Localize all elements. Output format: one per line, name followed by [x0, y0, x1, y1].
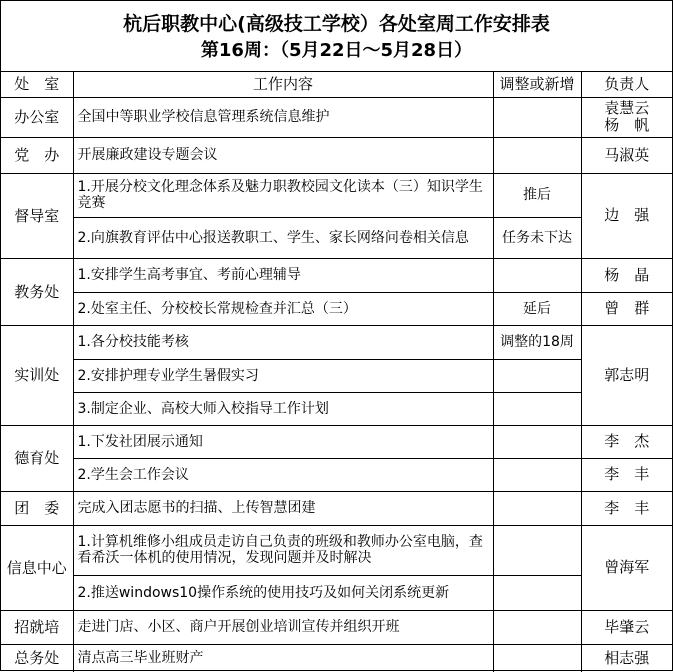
table-row: [1, 325, 672, 359]
responsible-cell: 曾海军: [581, 525, 672, 610]
task-cell: 全国中等职业学校信息管理系统信息维护: [73, 97, 493, 137]
task-cell: 1.各分校技能考核: [73, 325, 493, 359]
table-row: [1, 525, 672, 575]
adjust-cell: [493, 644, 581, 672]
table-row: [1, 137, 672, 173]
responsible-cell: [581, 97, 672, 137]
adjust-cell: [493, 610, 581, 644]
task-cell: 走进门店、小区、商户开展创业培训宣传并组织开班: [73, 610, 493, 644]
table-row: [1, 258, 672, 292]
dept-cell: 团 委: [1, 491, 73, 525]
dept-cell: 总务处: [1, 644, 73, 672]
header-dept: 处 室: [1, 72, 73, 97]
responsible-cell: 李 杰: [581, 425, 672, 458]
header-row: [1, 72, 672, 97]
adjust-cell: [493, 425, 581, 458]
adjust-cell: [493, 258, 581, 292]
header-responsible: 负责人: [581, 72, 672, 97]
task-cell: 1.开展分校文化理念体系及魅力职教校园文化读本（三）知识学生竞赛: [73, 173, 493, 217]
table-row: [1, 97, 672, 137]
responsible-cell: 李 丰: [581, 458, 672, 491]
table-row: [1, 575, 672, 610]
table-row: [1, 644, 672, 672]
responsible-name: 杨 帆: [604, 116, 650, 134]
responsible-name: 袁慧云: [604, 99, 650, 117]
dept-cell: 办公室: [1, 97, 73, 137]
adjust-cell: [493, 575, 581, 610]
responsible-cell: 李 丰: [581, 491, 672, 525]
adjust-cell: 调整的18周: [493, 325, 581, 359]
adjust-cell: [493, 491, 581, 525]
responsible-cell: 马淑英: [581, 137, 672, 173]
adjust-cell: 任务未下达: [493, 217, 581, 258]
adjust-cell: [493, 97, 581, 137]
adjust-cell: [493, 359, 581, 392]
table-row: [1, 173, 672, 217]
table-row: [1, 491, 672, 525]
task-cell: 清点高三毕业班财产: [73, 644, 493, 672]
task-cell: 2.向旗教育评估中心报送教职工、学生、家长网络问卷相关信息: [73, 217, 493, 258]
task-cell: 2.处室主任、分校校长常规检查并汇总（三）: [73, 292, 493, 325]
dept-cell: 信息中心: [1, 525, 73, 610]
task-cell: 3.制定企业、高校大师入校指导工作计划: [73, 392, 493, 425]
table-row: [1, 217, 672, 258]
adjust-cell: 延后: [493, 292, 581, 325]
task-cell: 1.下发社团展示通知: [73, 425, 493, 458]
task-cell: 1.安排学生高考事宜、考前心理辅导: [73, 258, 493, 292]
dept-cell: 实训处: [1, 325, 73, 425]
task-cell: 完成入团志愿书的扫描、上传智慧团建: [73, 491, 493, 525]
table-row: [1, 392, 672, 425]
task-cell: 开展廉政建设专题会议: [73, 137, 493, 173]
dept-cell: 教务处: [1, 258, 73, 325]
table-row: [1, 458, 672, 491]
dept-cell: 德育处: [1, 425, 73, 491]
responsible-cell: 毕肇云: [581, 610, 672, 644]
sheet-title: [1, 1, 672, 72]
schedule-table: [1, 72, 672, 672]
table-row: [1, 359, 672, 392]
responsible-cell: 边 强: [581, 173, 672, 258]
header-content: 工作内容: [73, 72, 493, 97]
task-cell: 2.学生会工作会议: [73, 458, 493, 491]
responsible-cell: 曾 群: [581, 292, 672, 325]
responsible-cell: 郭志明: [581, 325, 672, 425]
responsible-cell: 相志强: [581, 644, 672, 672]
dept-cell: 招就培: [1, 610, 73, 644]
responsible-cell: 杨 晶: [581, 258, 672, 292]
dept-cell: 督导室: [1, 173, 73, 258]
adjust-cell: [493, 392, 581, 425]
task-cell: 2.推送windows10操作系统的使用技巧及如何关闭系统更新: [73, 575, 493, 610]
table-row: [1, 425, 672, 458]
table-row: [1, 610, 672, 644]
table-row: [1, 292, 672, 325]
task-cell: 2.安排护理专业学生暑假实习: [73, 359, 493, 392]
adjust-cell: [493, 137, 581, 173]
adjust-cell: 推后: [493, 173, 581, 217]
header-adjust: 调整或新增: [493, 72, 581, 97]
dept-cell: 党 办: [1, 137, 73, 173]
adjust-cell: [493, 458, 581, 491]
adjust-cell: [493, 525, 581, 575]
title-line-1: 杭后职教中心(高级技工学校）各处室周工作安排表: [123, 13, 550, 35]
task-cell: 1.计算机维修小组成员走访自己负责的班级和教师办公室电脑，查看希沃一体机的使用情况，发现问题并及时解决: [73, 525, 493, 575]
title-line-2: 第16周：（5月22日～5月28日）: [200, 40, 473, 61]
